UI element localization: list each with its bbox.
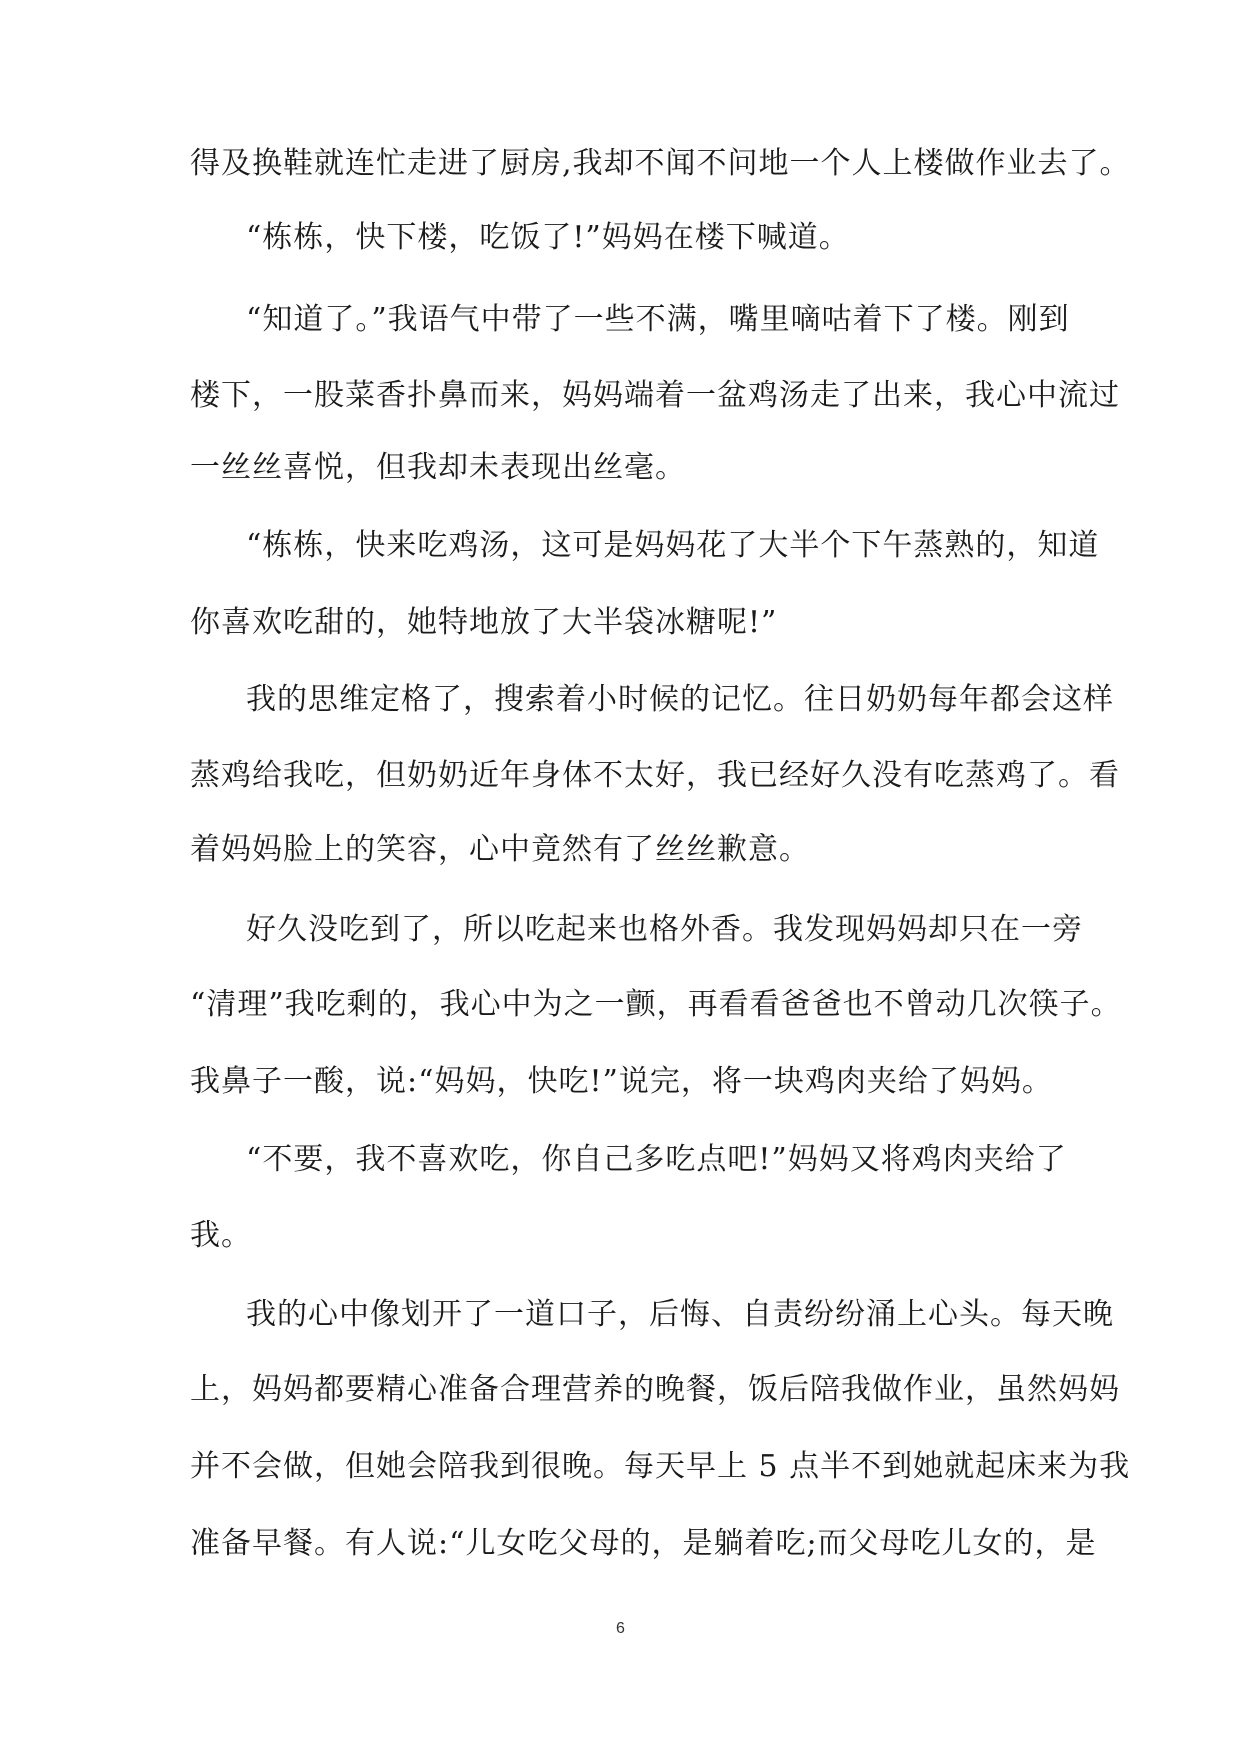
- text-line: 你喜欢吃甜的，她特地放了大半袋冰糖呢!”: [190, 605, 778, 640]
- text-line: 得及换鞋就连忙走进了厨房,我却不闻不问地一个人上楼做作业去了。: [190, 146, 1131, 181]
- text-line: “栋栋，快下楼，吃饭了!”妈妈在楼下喊道。: [246, 220, 850, 255]
- text-line: 我。: [190, 1218, 252, 1253]
- text-line: 我的思维定格了，搜索着小时候的记忆。往日奶奶每年都会这样: [246, 682, 1114, 717]
- text-line: 我鼻子一酸，说:“妈妈，快吃!”说完，将一块鸡肉夹给了妈妈。: [190, 1064, 1053, 1099]
- text-line: “栋栋，快来吃鸡汤，这可是妈妈花了大半个下午蒸熟的，知道: [246, 528, 1100, 563]
- text-line: “清理”我吃剩的，我心中为之一颤，再看看爸爸也不曾动几次筷子。: [190, 987, 1122, 1022]
- text-line: 我的心中像划开了一道口子，后悔、自责纷纷涌上心头。每天晚: [246, 1297, 1114, 1332]
- page-number: 6: [616, 1620, 625, 1637]
- text-line: “知道了。”我语气中带了一些不满，嘴里嘀咕着下了楼。刚到: [246, 302, 1070, 337]
- text-line: 楼下，一股菜香扑鼻而来，妈妈端着一盆鸡汤走了出来，我心中流过: [190, 378, 1120, 413]
- text-line: 好久没吃到了，所以吃起来也格外香。我发现妈妈却只在一旁: [246, 912, 1083, 947]
- text-line: “不要，我不喜欢吃，你自己多吃点吧!”妈妈又将鸡肉夹给了: [246, 1142, 1067, 1177]
- text-line: 蒸鸡给我吃，但奶奶近年身体不太好，我已经好久没有吃蒸鸡了。看: [190, 758, 1120, 793]
- text-line: 着妈妈脸上的笑容，心中竟然有了丝丝歉意。: [190, 832, 810, 867]
- text-line: 上，妈妈都要精心准备合理营养的晚餐，饭后陪我做作业，虽然妈妈: [190, 1372, 1120, 1407]
- text-line: 准备早餐。有人说:“儿女吃父母的，是躺着吃;而父母吃儿女的，是: [190, 1526, 1097, 1561]
- text-line: 并不会做，但她会陪我到很晚。每天早上 5 点半不到她就起床来为我: [190, 1449, 1131, 1484]
- text-line: 一丝丝喜悦，但我却未表现出丝毫。: [190, 450, 686, 485]
